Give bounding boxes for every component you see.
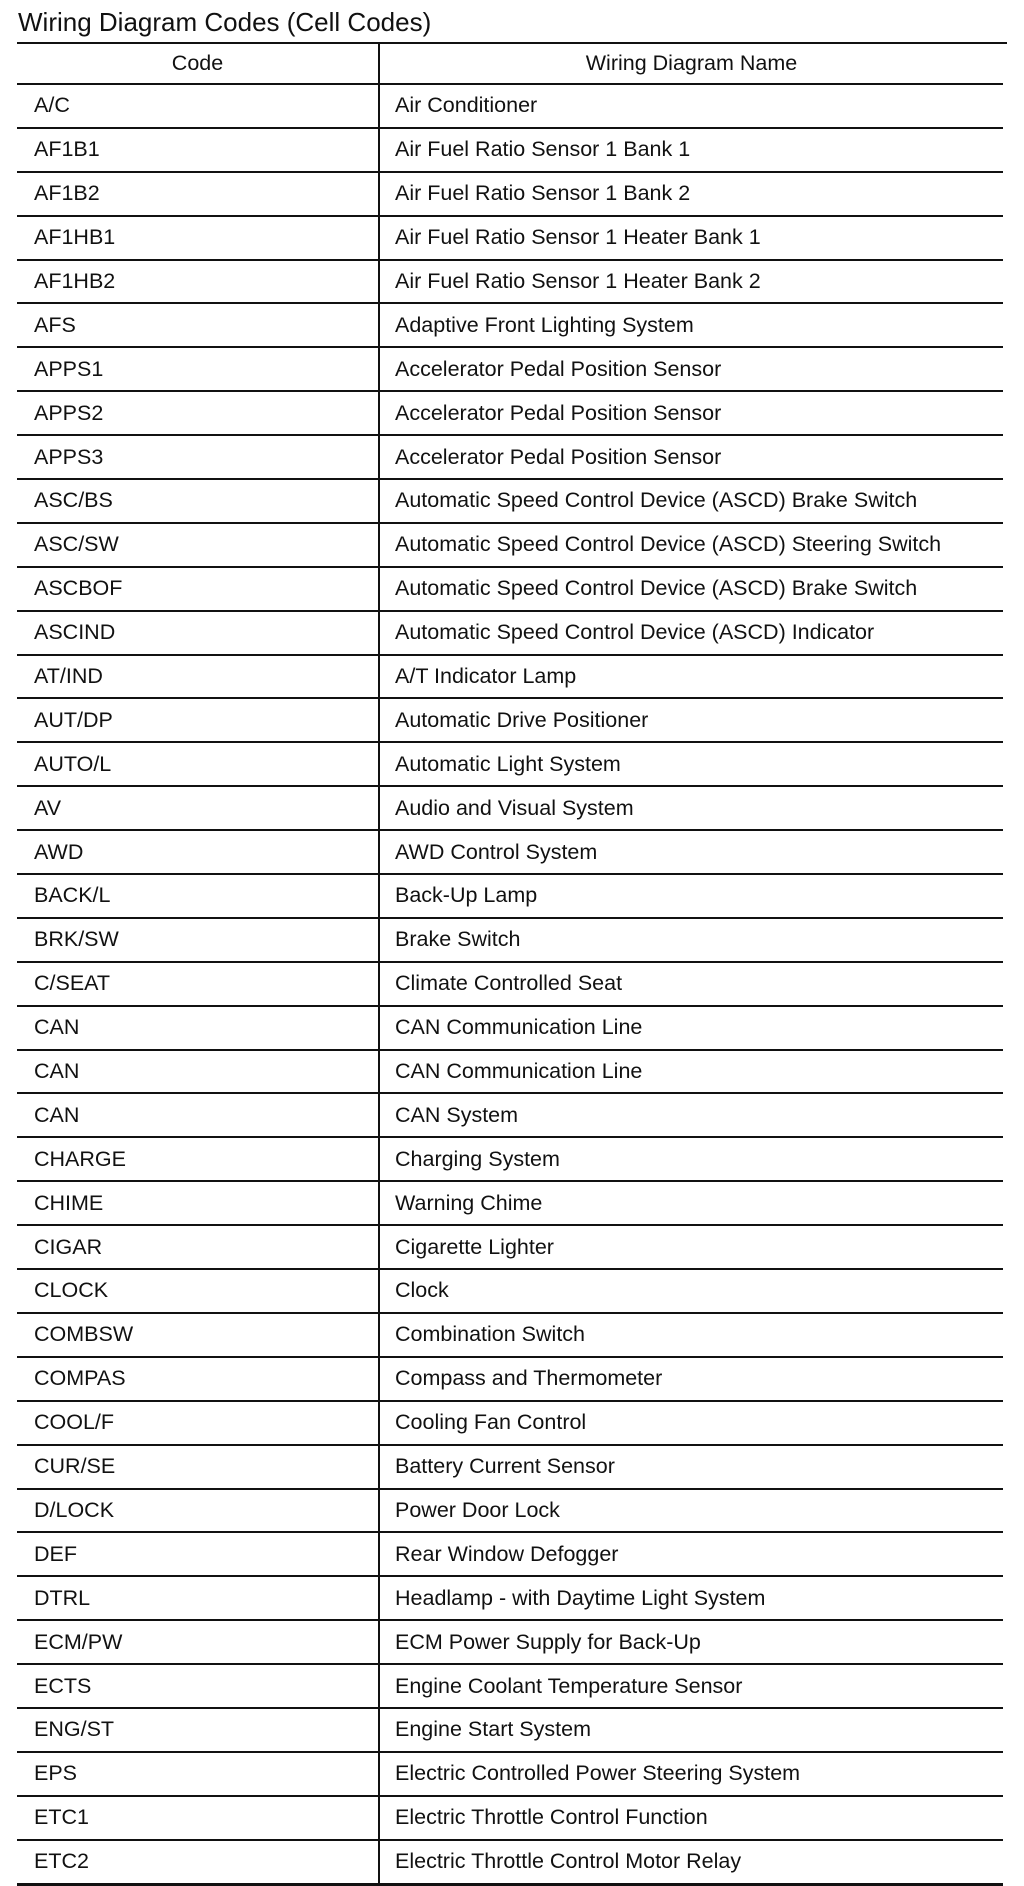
table-row <box>17 742 1003 786</box>
table-row <box>17 874 1003 918</box>
cell-diagram-name: Audio and Visual System <box>379 786 1003 830</box>
table-row <box>17 918 1003 962</box>
table-row <box>17 1269 1003 1313</box>
cell-code: BRK/SW <box>17 918 379 962</box>
cell-code: CAN <box>17 1093 379 1137</box>
cell-diagram-name: Automatic Speed Control Device (ASCD) Steering Switch <box>379 523 1003 567</box>
cell-code: AUT/DP <box>17 698 379 742</box>
cell-diagram-name: A/T Indicator Lamp <box>379 655 1003 699</box>
cell-diagram-name: Combination Switch <box>379 1313 1003 1357</box>
table-row <box>17 1708 1003 1752</box>
cell-code: CLOCK <box>17 1269 379 1313</box>
table-row <box>17 962 1003 1006</box>
table-row <box>17 260 1003 304</box>
cell-code: ECTS <box>17 1664 379 1708</box>
cell-diagram-name: Clock <box>379 1269 1003 1313</box>
column-header-name: Wiring Diagram Name <box>379 43 1003 84</box>
cell-code: COOL/F <box>17 1401 379 1445</box>
table-row <box>17 786 1003 830</box>
table-row <box>17 1576 1003 1620</box>
cell-code: CAN <box>17 1006 379 1050</box>
table-row <box>17 1137 1003 1181</box>
cell-code: ECM/PW <box>17 1620 379 1664</box>
cell-diagram-name: Accelerator Pedal Position Sensor <box>379 391 1003 435</box>
cell-code: ETC1 <box>17 1796 379 1840</box>
cell-code: AF1HB2 <box>17 260 379 304</box>
table-row <box>17 1752 1003 1796</box>
cell-diagram-name: Climate Controlled Seat <box>379 962 1003 1006</box>
cell-code: APPS1 <box>17 347 379 391</box>
table-row <box>17 567 1003 611</box>
table-row <box>17 1313 1003 1357</box>
cell-code: D/LOCK <box>17 1489 379 1533</box>
cell-code: A/C <box>17 84 379 128</box>
cell-code: COMPAS <box>17 1357 379 1401</box>
table-row <box>17 523 1003 567</box>
table-body <box>17 84 1003 1884</box>
cell-diagram-name: Engine Coolant Temperature Sensor <box>379 1664 1003 1708</box>
table-row <box>17 1664 1003 1708</box>
table-row <box>17 479 1003 523</box>
cell-diagram-name: Accelerator Pedal Position Sensor <box>379 347 1003 391</box>
cell-code: ETC2 <box>17 1840 379 1884</box>
cell-diagram-name: Electric Controlled Power Steering System <box>379 1752 1003 1796</box>
cell-diagram-name: Automatic Speed Control Device (ASCD) Brake Switch <box>379 567 1003 611</box>
cell-code: AF1B2 <box>17 172 379 216</box>
cell-code: CAN <box>17 1050 379 1094</box>
cell-code: APPS2 <box>17 391 379 435</box>
cell-diagram-name: Air Fuel Ratio Sensor 1 Heater Bank 1 <box>379 216 1003 260</box>
cell-code: CHIME <box>17 1181 379 1225</box>
cell-code: AV <box>17 786 379 830</box>
cell-diagram-name: Cigarette Lighter <box>379 1225 1003 1269</box>
cell-code: AF1B1 <box>17 128 379 172</box>
table-row <box>17 830 1003 874</box>
cell-diagram-name: Air Fuel Ratio Sensor 1 Bank 1 <box>379 128 1003 172</box>
page-title: Wiring Diagram Codes (Cell Codes) <box>18 7 432 37</box>
table-row <box>17 655 1003 699</box>
cell-code: AFS <box>17 303 379 347</box>
table-row <box>17 391 1003 435</box>
table-row <box>17 216 1003 260</box>
cell-diagram-name: Automatic Speed Control Device (ASCD) Brake Switch <box>379 479 1003 523</box>
cell-code: CHARGE <box>17 1137 379 1181</box>
cell-diagram-name: Automatic Drive Positioner <box>379 698 1003 742</box>
cell-diagram-name: Compass and Thermometer <box>379 1357 1003 1401</box>
cell-code: EPS <box>17 1752 379 1796</box>
cell-code: DEF <box>17 1532 379 1576</box>
header-row <box>17 43 1003 84</box>
cell-code: CUR/SE <box>17 1445 379 1489</box>
cell-code: AT/IND <box>17 655 379 699</box>
table-row <box>17 1401 1003 1445</box>
cell-code: ASCIND <box>17 611 379 655</box>
cell-diagram-name: Warning Chime <box>379 1181 1003 1225</box>
cell-code: C/SEAT <box>17 962 379 1006</box>
table-row <box>17 84 1003 128</box>
table-row <box>17 1357 1003 1401</box>
cell-diagram-name: Automatic Light System <box>379 742 1003 786</box>
cell-diagram-name: Power Door Lock <box>379 1489 1003 1533</box>
table-row <box>17 1093 1003 1137</box>
table-row <box>17 435 1003 479</box>
table-row <box>17 698 1003 742</box>
cell-code: BACK/L <box>17 874 379 918</box>
cell-code: ASC/SW <box>17 523 379 567</box>
cell-diagram-name: Adaptive Front Lighting System <box>379 303 1003 347</box>
cell-diagram-name: CAN Communication Line <box>379 1050 1003 1094</box>
table-row <box>17 347 1003 391</box>
cell-diagram-name: Electric Throttle Control Motor Relay <box>379 1840 1003 1884</box>
cell-diagram-name: Automatic Speed Control Device (ASCD) Indicator <box>379 611 1003 655</box>
cell-diagram-name: Engine Start System <box>379 1708 1003 1752</box>
table-row <box>17 1620 1003 1664</box>
cell-diagram-name: Charging System <box>379 1137 1003 1181</box>
cell-diagram-name: ECM Power Supply for Back-Up <box>379 1620 1003 1664</box>
table-row <box>17 1489 1003 1533</box>
cell-code: AF1HB1 <box>17 216 379 260</box>
cell-diagram-name: Back-Up Lamp <box>379 874 1003 918</box>
cell-diagram-name: CAN Communication Line <box>379 1006 1003 1050</box>
table-row <box>17 1796 1003 1840</box>
cell-code: ASC/BS <box>17 479 379 523</box>
cell-diagram-name: Cooling Fan Control <box>379 1401 1003 1445</box>
table-row <box>17 1445 1003 1489</box>
cell-diagram-name: Accelerator Pedal Position Sensor <box>379 435 1003 479</box>
cell-diagram-name: Brake Switch <box>379 918 1003 962</box>
cell-code: DTRL <box>17 1576 379 1620</box>
cell-diagram-name: Electric Throttle Control Function <box>379 1796 1003 1840</box>
cell-code: ENG/ST <box>17 1708 379 1752</box>
table-row <box>17 1532 1003 1576</box>
table-row <box>17 172 1003 216</box>
cell-diagram-name: CAN System <box>379 1093 1003 1137</box>
column-header-code: Code <box>17 43 379 84</box>
table-row <box>17 1050 1003 1094</box>
cell-code: CIGAR <box>17 1225 379 1269</box>
cell-diagram-name: Headlamp - with Daytime Light System <box>379 1576 1003 1620</box>
table-row <box>17 1840 1003 1884</box>
cell-diagram-name: Rear Window Defogger <box>379 1532 1003 1576</box>
cell-diagram-name: AWD Control System <box>379 830 1003 874</box>
table-row <box>17 1006 1003 1050</box>
cell-code: ASCBOF <box>17 567 379 611</box>
cell-diagram-name: Air Fuel Ratio Sensor 1 Heater Bank 2 <box>379 260 1003 304</box>
cell-diagram-name: Air Fuel Ratio Sensor 1 Bank 2 <box>379 172 1003 216</box>
table-row <box>17 1225 1003 1269</box>
cell-code: COMBSW <box>17 1313 379 1357</box>
cell-code: AUTO/L <box>17 742 379 786</box>
table-row <box>17 1181 1003 1225</box>
cell-diagram-name: Air Conditioner <box>379 84 1003 128</box>
cell-diagram-name: Battery Current Sensor <box>379 1445 1003 1489</box>
cell-codes-table <box>17 43 1003 1886</box>
table-row <box>17 128 1003 172</box>
cell-code: APPS3 <box>17 435 379 479</box>
table-row <box>17 611 1003 655</box>
table-row <box>17 303 1003 347</box>
cell-code: AWD <box>17 830 379 874</box>
